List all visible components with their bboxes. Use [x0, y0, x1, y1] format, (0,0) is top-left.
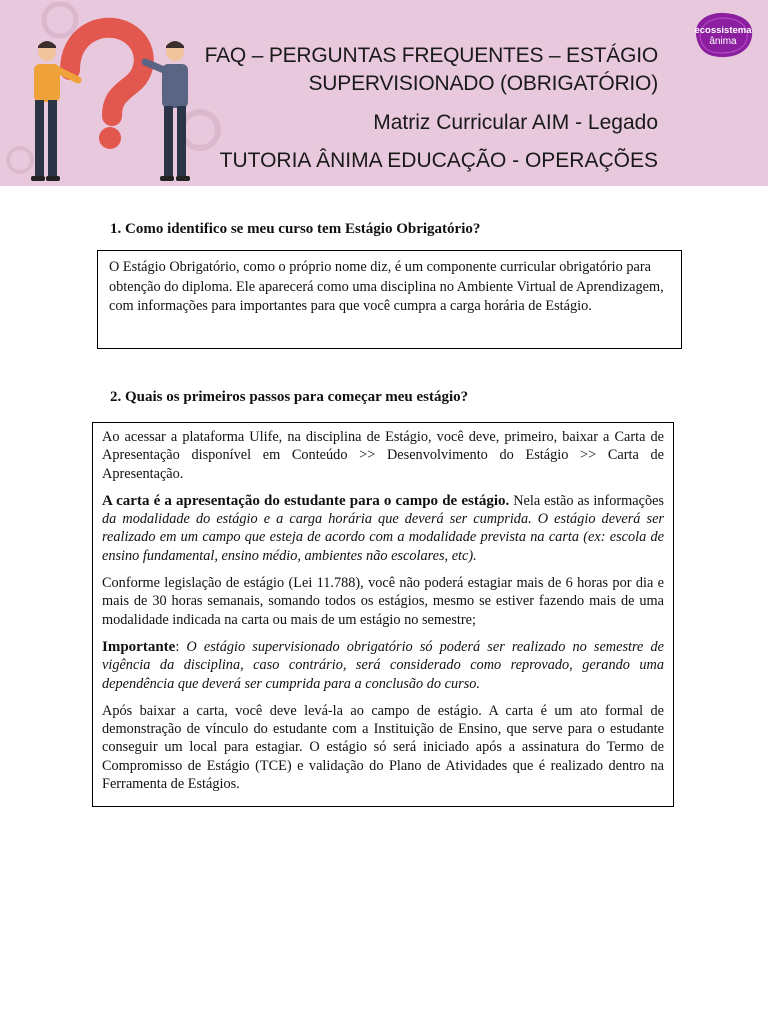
header-subtitle: Matriz Curricular AIM - Legado: [373, 111, 658, 134]
faq-answer-2-paragraph-5: Após baixar a carta, você deve levá-la ao campo de estágio. A carta é um ato formal de demonstração de vínculo do estudante com a Instituição de Ensino, que serve para o estudante conseguir um local para estagiar. O estágio só será iniciado após a assinatura do Termo de Compromisso de Estágio (TCE) e validação do Plano de Atividades que é realizado dentro na Ferramenta de Estágios.: [102, 702, 664, 793]
faq-answer-2-paragraph-4: [102, 638, 664, 693]
header-title-line1: FAQ – PERGUNTAS FREQUENTES – ESTÁGIO: [204, 44, 658, 67]
logo-text-line2: ânima: [709, 36, 737, 47]
faq-answer-2-box: [92, 422, 674, 807]
important-label: Importante: [102, 638, 176, 655]
logo-text-line1: ecossistema: [694, 25, 752, 36]
faq-answer-1-box: [97, 250, 682, 349]
header-title-line2: SUPERVISIONADO (OBRIGATÓRIO): [308, 72, 658, 95]
important-note: O estágio supervisionado obrigatório só poderá ser realizado no semestre de vigência da disciplina, caso contrário, será considerado como reprovado, gerando uma dependência que deverá ser cumprida para a conclusão do curso.: [102, 638, 664, 692]
faq-question-1: 1. Como identifico se meu curso tem Estágio Obrigatório?: [110, 221, 481, 237]
faq-answer-2-paragraph-2: [102, 492, 664, 565]
faq-answer-2-paragraph-3: Conforme legislação de estágio (Lei 11.788), você não poderá estagiar mais de 6 horas por dia e mais de 30 horas semanais, somando todos os estágios, mesmo se estiver fazendo mais de uma modalidade indicada na carta ou mais de um estágio no semestre;: [102, 575, 664, 628]
faq-answer-2-paragraph-1: Ao acessar a plataforma Ulife, na disciplina de Estágio, você deve, primeiro, baixar a Carta de Apresentação disponível em Conteúdo >> Desenvolvimento do Estágio >> Carta de Apresentação.: [102, 429, 664, 482]
faq-answer-1-paragraph: O Estágio Obrigatório, como o próprio nome diz, é um componente curricular obrigatório para obtenção do diploma. Ele aparecerá como uma disciplina no Ambiente Virtual de Aprendizagem, com informações para importantes para que você cumpra a carga horária de Estágio.: [109, 259, 664, 314]
faq-question-2: 2. Quais os primeiros passos para começar meu estágio?: [110, 389, 469, 405]
header-banner: [0, 0, 768, 186]
important-colon: :: [175, 638, 187, 655]
letter-highlight: A carta é a apresentação do estudante para o campo de estágio.: [102, 492, 510, 509]
header-tagline: TUTORIA ÂNIMA EDUCAÇÃO - OPERAÇÕES: [219, 149, 658, 172]
letter-info-detail: da modalidade do estágio e a carga horária que deverá ser cumprida. O estágio deverá ser realizado em um campo que esteja de acordo com a modalidade prevista na carta (ex: escola de ensino fundamental, ensino médio, ambientes não escolares, etc).: [102, 511, 664, 564]
letter-info-lead: Nela estão as informações: [509, 492, 664, 509]
faq-illustration: [0, 0, 230, 186]
anima-logo: [690, 10, 756, 60]
